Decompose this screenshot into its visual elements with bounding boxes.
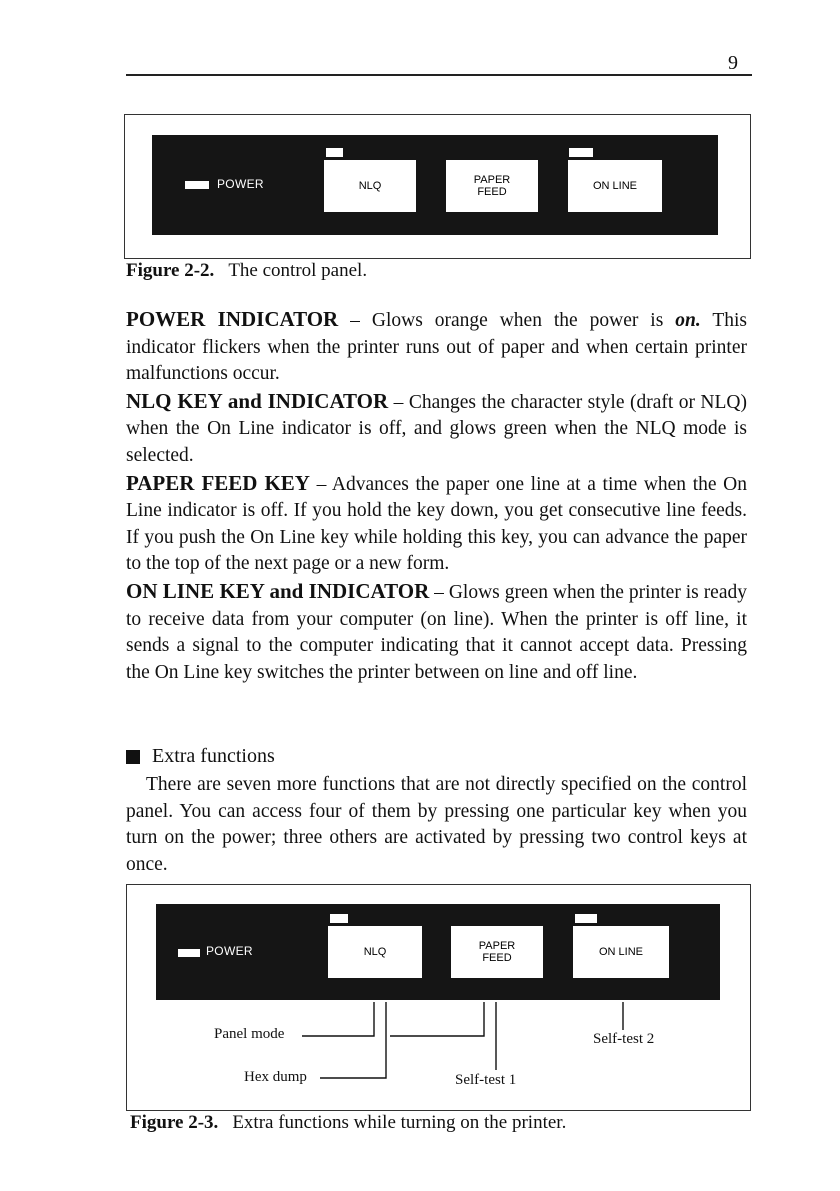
paragraph-text: There are seven more functions that are not directly specified on the control panel. You can access four of them by pressing one particular key when you turn on the power; three others are activated by pressing two control keys at once. [126, 774, 747, 875]
term: POWER INDICATOR [126, 307, 339, 331]
panel-mode-label: Panel mode [214, 1026, 285, 1042]
online-key[interactable]: ON LINE [568, 160, 662, 212]
caption-text: Extra functions while turning on the printer. [232, 1112, 567, 1133]
description-text: – Advances the paper one line at a time when the On Line indicator is off. If you hold the key down, you get consecutive line feeds. If you push the On Line key while holding this key, you can advance the paper to the top of the next page or a new form. [126, 473, 747, 575]
paper-feed-label-line2: FEED [477, 186, 507, 198]
heading-text: Extra functions [152, 745, 275, 767]
description-text: – Changes the character style (draft or NLQ) when the On Line indicator is off, and glows green when the NLQ mode is selected. [126, 391, 747, 466]
nlq-key[interactable]: NLQ [328, 926, 422, 978]
power-label: POWER [206, 944, 253, 958]
paper-feed-label-line2: FEED [482, 952, 512, 964]
online-key[interactable]: ON LINE [573, 926, 669, 978]
description-text: – Glows orange when the power is [338, 310, 676, 331]
description-text: – Glows green when the printer is ready to receive data from your computer (on line). When the printer is off line, it sends a signal to the computer indicating that it cannot accept data. Pressing the On Line key switches the printer between on line and off line. [126, 581, 747, 683]
figure-2-3-caption [130, 1112, 566, 1134]
self-test-1-label: Self-test 1 [455, 1072, 517, 1088]
caption-label: Figure 2-3. [130, 1112, 219, 1133]
paper-feed-label-line1: PAPER [473, 174, 511, 186]
term: ON LINE KEY and INDICATOR [126, 578, 430, 603]
nlq-key[interactable]: NLQ [324, 160, 416, 212]
hex-dump-label: Hex dump [244, 1069, 307, 1085]
caption-text: The control panel. [228, 260, 368, 281]
paper-feed-label-line1: PAPER [478, 940, 516, 952]
self-test-2-label: Self-test 2 [593, 1031, 655, 1047]
caption-label: Figure 2-2. [126, 260, 215, 281]
emphasis: on. [675, 310, 701, 331]
page-number: 9 [728, 52, 738, 74]
description-text: This indicator flickers when the printer runs out of paper and when certain printer malfunctions occur. [126, 310, 747, 385]
power-label: POWER [217, 177, 264, 191]
term: NLQ KEY and INDICATOR [126, 388, 389, 413]
term: PAPER FEED KEY [126, 470, 310, 495]
